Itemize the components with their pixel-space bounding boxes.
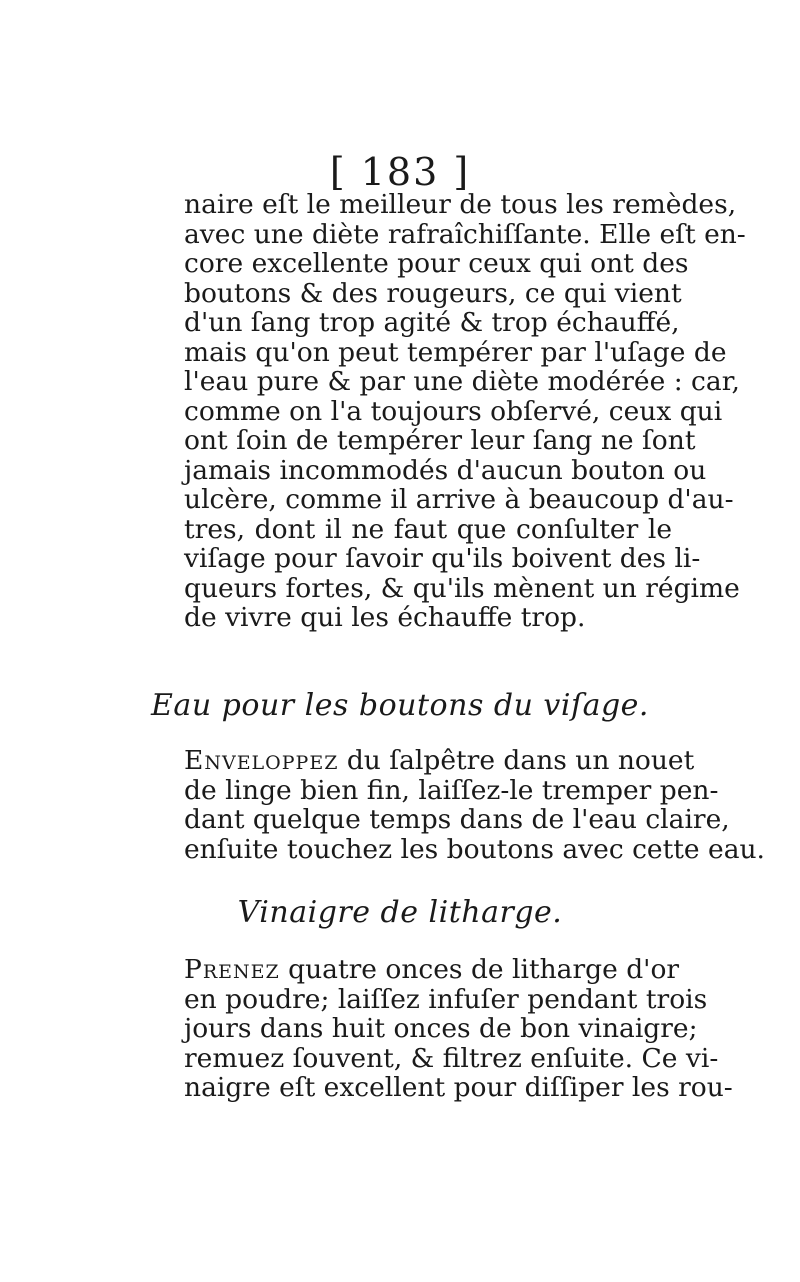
text-line: jours dans huit onces de bon vinaigre; [184,1013,698,1044]
text-line: boutons & des rougeurs, ce qui vient [184,277,682,309]
text-line: de linge bien fin, laiſſez-le tremper pen- [184,774,719,806]
text-line [184,954,680,985]
paragraph-2 [184,745,765,865]
text-line: en poudre; laiſſez infuſer pendant trois [184,983,708,1015]
text-line: dant quelque temps dans de l'eau claire, [184,804,730,835]
paragraph-3 [184,954,733,1103]
text-line: avec une diète rafraîchiſſante. Elle eſt en- [184,218,746,250]
lead-line-rest: quatre onces de litharge d'or [279,954,680,985]
text-line [184,745,695,776]
text-line: naigre eſt excellent pour diſſiper les rou- [184,1072,733,1103]
paragraph-1 [184,189,746,633]
lead-line-rest: du ſalpêtre dans un nouet [338,745,695,776]
text-line: ulcère, comme il arrive à beaucoup d'au- [184,484,734,515]
text-line: jamais incommodés d'aucun bouton ou [184,454,707,486]
page-number: [ 183 ] [329,150,471,194]
text-line: l'eau pure & par une diète modérée : car, [184,366,740,397]
lead-word: Prenez [184,954,280,985]
text-line: comme on l'a toujours obſervé, ceux qui [184,395,723,427]
text-line: de vivre qui les échauffe trop. [184,602,586,633]
text-line: viſage pour ſavoir qu'ils boivent des li- [184,543,701,574]
section-heading: Vinaigre de litharge. [237,895,563,930]
text-line: mais qu'on peut tempérer par l'uſage de [184,336,727,368]
section-heading: Eau pour les boutons du viſage. [151,688,649,723]
text-line: naire eſt le meilleur de tous les remèdes, [184,189,737,220]
text-line: remuez ſouvent, & filtrez enſuite. Ce vi- [184,1042,719,1074]
text-line: ont ſoin de tempérer leur ſang ne ſont [184,425,696,456]
text-line: tres, dont il ne faut que conſulter le [184,513,672,545]
text-line: queurs fortes, & qu'ils mènent un régime [184,572,740,604]
text-line: core excellente pour ceux qui ont des [184,248,689,279]
lead-word: Enveloppez [184,745,339,776]
text-line: d'un ſang trop agité & trop échauffé, [184,307,680,338]
text-line: enſuite touchez les boutons avec cette eau. [184,833,765,865]
